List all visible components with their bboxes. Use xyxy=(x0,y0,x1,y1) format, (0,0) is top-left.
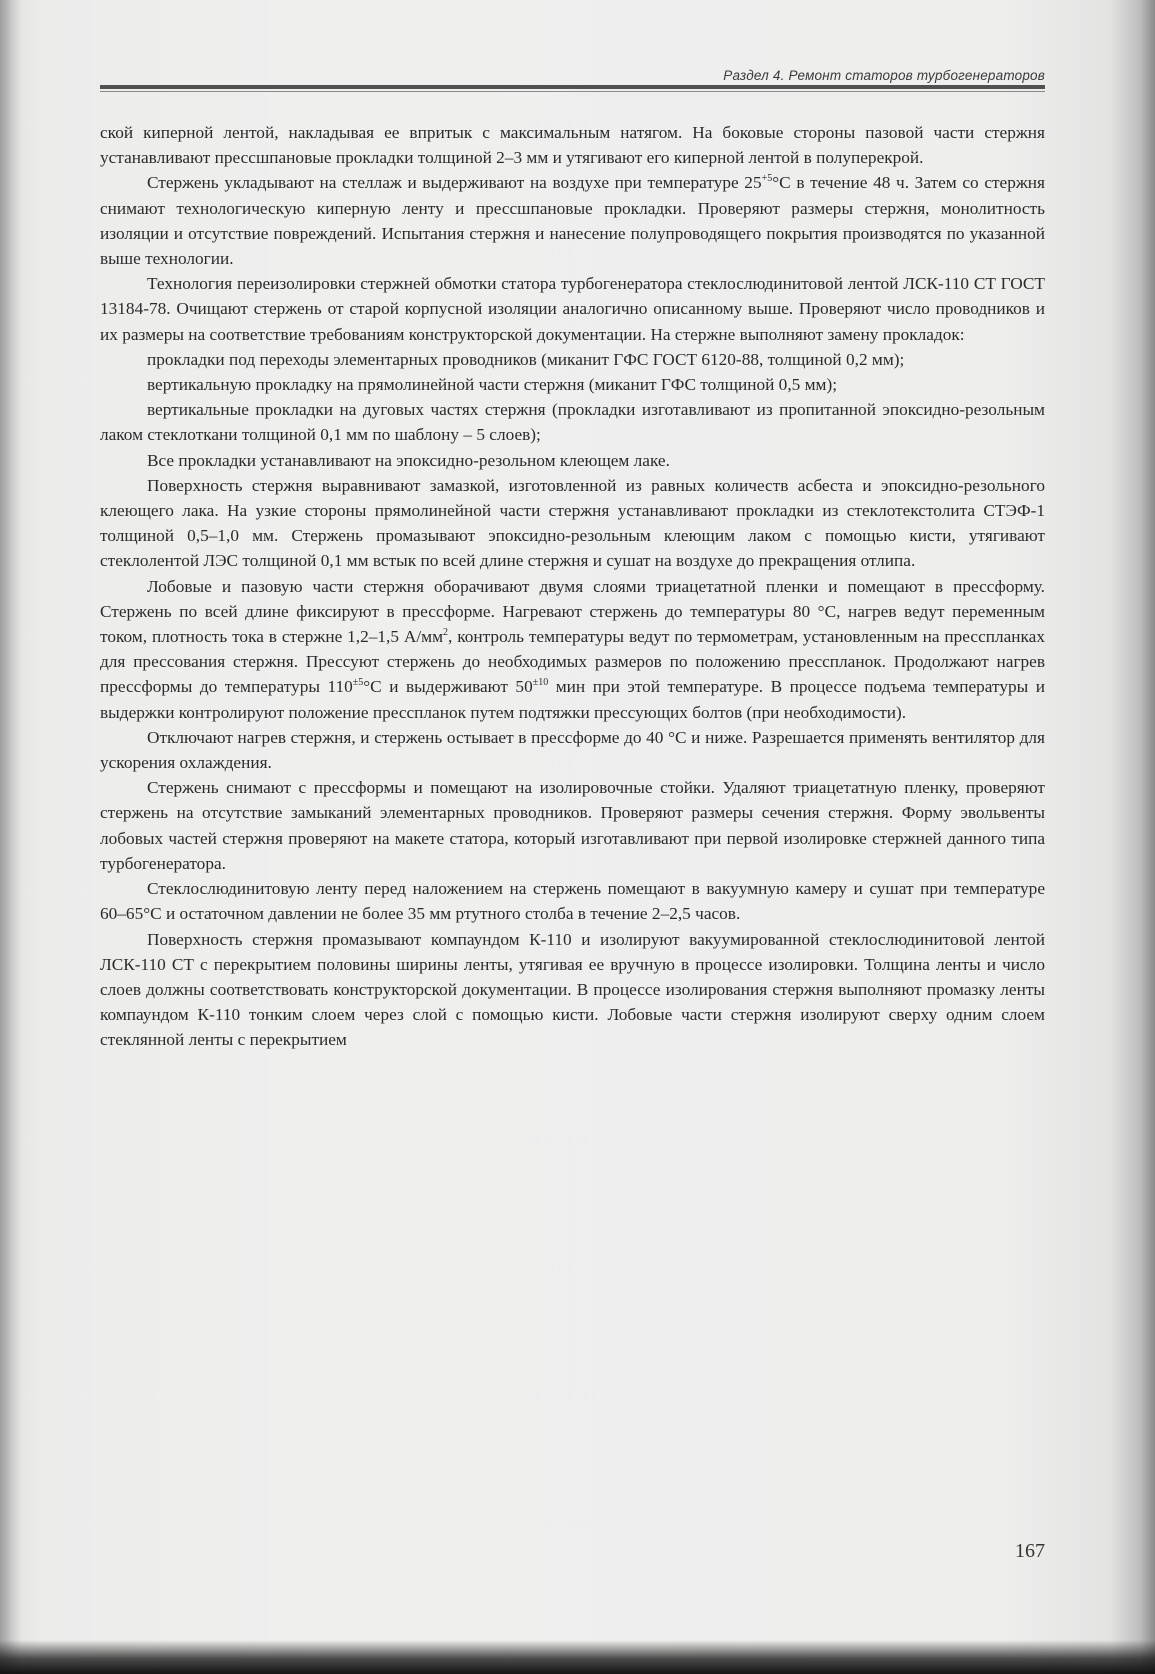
paragraph: Поверхность стержня промазывают компаундом К-110 и изолируют вакуумированной стеклослюдинитовой лентой ЛСК-110 СТ с перекрытием половины ширины ленты, утягивая ее вручную в процессе изолировки. Толщина ленты и число слоев должны соответствовать конструкторской документации. В процессе изолирования стержня выполняют промазку ленты компаундом К-110 тонким слоем через слой с помощью кисти. Лобовые части стержня изолируют сверху одним слоем стеклянной ленты с перекрытием xyxy=(100,929,1045,1050)
paragraph: вертикальные прокладки на дуговых частях стержня (прокладки изготавливают из пропитанной эпоксидно-резольным лаком стеклоткани толщиной 0,1 мм по шаблону – 5 слоев); xyxy=(100,400,1045,445)
header-rule-thin xyxy=(100,91,1045,92)
paragraph: ской киперной лентой, накладывая ее впритык с максимальным натягом. На боковые стороны пазовой части стержня устанавливают прессшпановые прокладки толщиной 2–3 мм и утягивают его киперной лентой в полуперекрой. xyxy=(100,123,1045,168)
paragraph: Все прокладки устанавливают на эпоксидно-резольном клеющем лаке. xyxy=(147,450,670,470)
header-rule xyxy=(100,85,1045,89)
paragraph: Отключают нагрев стержня, и стержень остывает в прессформе до 40 °С и ниже. Разрешается применять вентилятор для ускорения охлаждения. xyxy=(100,727,1045,773)
page-gutter-shadow xyxy=(0,0,22,1674)
page-bottom-shadow xyxy=(0,1640,1155,1674)
paragraph: Технология переизолировки стержней обмотки статора турбогенератора стеклослюдинитовой лентой ЛСК-110 СТ ГОСТ 13184-78. Очищают стержень от старой корпусной изоляции аналогично описанному выше. Проверяют число проводников и их размеры на соответствие требованиям конструкторской документации. На стержне выполняют замену прокладок: xyxy=(100,274,1045,344)
paragraph: Поверхность стержня выравнивают замазкой, изготовленной из равных количеств асбеста и эпоксидно-резольного клеющего лака. На узкие стороны прямолинейной части стержня устанавливают прокладки из стеклотекстолита СТЭФ-1 толщиной 0,5–1,0 мм. Стержень промазывают эпоксидно-резольным клеющим лаком с помощью кисти, утягивают стеклолентой ЛЭС толщиной 0,1 мм встык по всей длине стержня и сушат на воздухе до прекращения отлипа. xyxy=(100,475,1045,571)
running-header: Раздел 4. Ремонт статоров турбогенераторов xyxy=(723,68,1045,83)
paragraph: прокладки под переходы элементарных проводников (миканит ГФС ГОСТ 6120-88, толщиной 0,2 мм); xyxy=(147,349,905,369)
paragraph: Стержень укладывают на стеллаж и выдерживают на воздухе при температуре $25^{+5}^\circ С$ в течение 48 ч. Затем со стержня снимают технологическую киперную ленту и прессшпановые прокладки. Проверяют размеры стержня, монолитность изоляции и отсутствие повреждений. Испытания стержня и нанесение полупроводящего покрытия производятся по указанной выше технологии. xyxy=(100,173,1045,269)
paragraph: Стержень снимают с прессформы и помещают на изолировочные стойки. Удаляют триацетатную пленку, проверяют стержень на отсутствие замыканий элементарных проводников. Проверяют размеры сечения стержня. Форму эвольвенты лобовых частей стержня проверяют на макете статора, который изготавливают при первой изолировке стержней данного типа турбогенератора. xyxy=(100,778,1045,873)
page-number: 167 xyxy=(1015,1540,1045,1562)
paragraph: Стеклослюдинитовую ленту перед наложением на стержень помещают в вакуумную камеру и сушат при температуре 60–65°С и остаточном давлении не более 35 мм ртутного столба в течение 2–2,5 часов. xyxy=(100,879,1045,924)
body-text xyxy=(100,120,1045,1053)
paragraph: Лобовые и пазовую части стержня оборачивают двумя слоями триацетатной пленки и помещают в прессформу. Стержень по всей длине фиксируют в прессформе. Нагревают стержень до температуры 80 °С, нагрев ведут переменным током, плотность тока в стержне 1,2–1,5 $А/мм^2$, контроль температуры ведут по термометрам, установленным на пресспланках для прессования стержня. Прессуют стержень до необходимых размеров по положению пресспланок. Продолжают нагрев прессформы до температуры $110^{\pm 5}^\circ С$ и выдерживают $50^{\pm 10}$ мин при этой температуре. В процессе подъема температуры и выдержки контролируют положение пресспланок путем подтяжки прессующих болтов (при необходимости). xyxy=(100,576,1046,722)
paragraph: вертикальную прокладку на прямолинейной части стержня (миканит ГФС толщиной 0,5 мм); xyxy=(147,375,838,395)
